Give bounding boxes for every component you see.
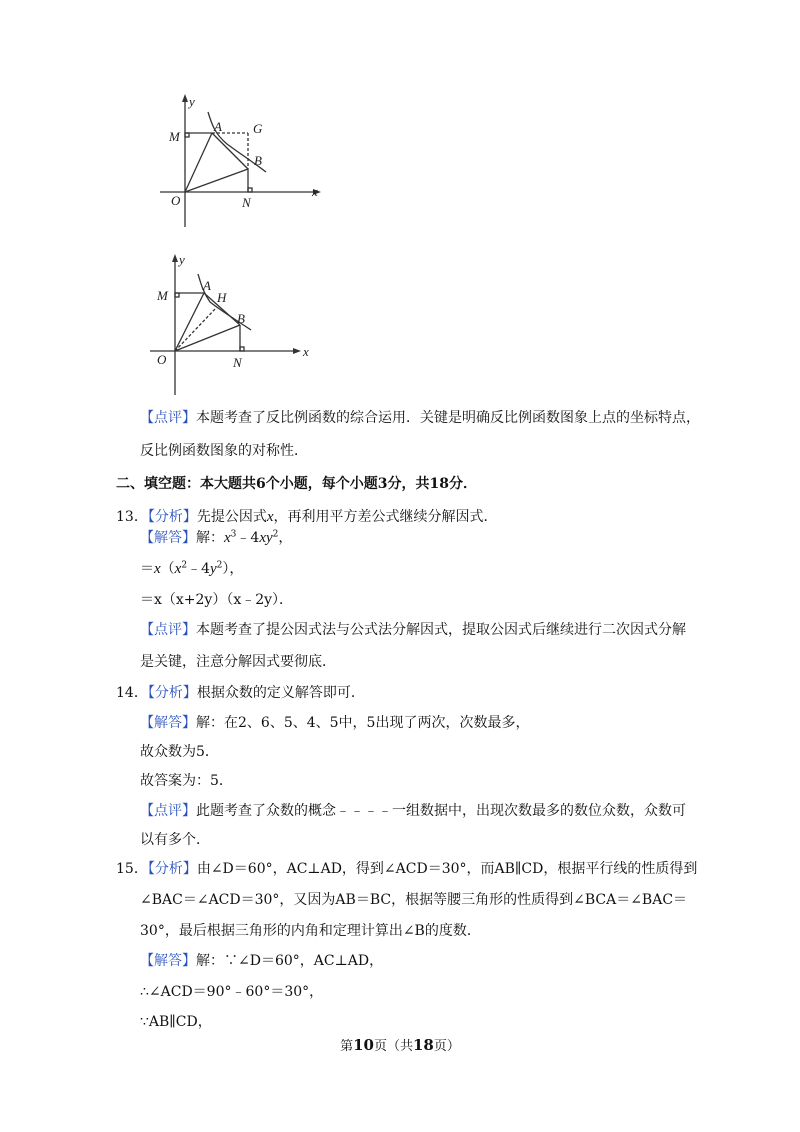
q14-comment-line-2: 以有多个．: [140, 832, 210, 848]
answer-tag: 【解答】: [140, 530, 196, 546]
comment-tag: 【点评】: [140, 622, 196, 638]
q13-analysis: 13．【分析】先提公因式x，再利用平方差公式继续分解因式．: [116, 509, 498, 525]
q13-comment-line-1: 【点评】本题考查了提公因式法与公式法分解因式，提取公因式后继续进行二次因式分解: [140, 622, 686, 638]
figure-1-diagram: [155, 92, 330, 232]
q13-answer-line-1: 【解答】解：$x^3﹣4xy^2$，: [140, 529, 293, 546]
q15-analysis-line-3: 30°，最后根据三角形的内角和定理计算出∠B的度数．: [140, 923, 481, 939]
current-page: 10: [353, 1036, 374, 1054]
label-x: x: [303, 344, 309, 359]
total-pages: 18: [413, 1036, 434, 1054]
figure-2-diagram: [145, 250, 320, 398]
q15-answer-line-3: ∵AB∥CD，: [140, 1014, 212, 1030]
label-G: G: [253, 121, 263, 136]
comment-tag: 【点评】: [140, 803, 196, 819]
label-O: O: [157, 352, 167, 367]
label-y: y: [189, 94, 195, 109]
q15-analysis-line-2: ∠BAC＝∠ACD＝30°，又因为AB＝BC，根据等腰三角形的性质得到∠BCA＝∠BAC＝: [140, 892, 688, 908]
q15-answer-line-1: 【解答】解：∵∠D＝60°，AC⊥AD，: [140, 953, 384, 969]
page-footer: 第10页（共18页）: [340, 1036, 460, 1054]
q15-answer-line-2: ∴∠ACD＝90°﹣60°＝30°，: [140, 984, 324, 1000]
section-2-heading: 二、填空题：本大题共6个小题，每个小题3分，共18分．: [116, 476, 477, 492]
q14-analysis: 14．【分析】根据众数的定义解答即可．: [116, 685, 365, 701]
label-N: N: [242, 195, 251, 210]
label-x: x: [312, 184, 318, 199]
comment-tag: 【点评】: [140, 410, 196, 426]
q14-answer-line-1: 【解答】解：在2、6、5、4、5中，5出现了两次，次数最多，: [140, 715, 530, 731]
label-M: M: [169, 129, 180, 144]
q13-answer-line-2: $=x(x^2﹣4y^2)$，: [140, 560, 244, 577]
answer-tag: 【解答】: [140, 715, 196, 731]
q14-comment-line-1: 【点评】此题考查了众数的概念﹣﹣﹣﹣一组数据中，出现次数最多的数位众数，众数可: [140, 803, 686, 819]
label-A: A: [203, 278, 211, 293]
q12-comment-line-1: 【点评】本题考查了反比例函数的综合运用．关键是明确反比例函数图象上点的坐标特点，: [140, 410, 700, 426]
label-N: N: [233, 355, 242, 370]
q12-comment-line-2: 反比例函数图象的对称性．: [140, 443, 308, 459]
label-H: H: [217, 290, 227, 305]
label-B: B: [237, 311, 245, 326]
label-B: B: [254, 153, 262, 168]
label-A: A: [214, 119, 222, 134]
analysis-tag: 【分析】: [147, 685, 197, 701]
q13-answer-line-3: ＝x（x+2y）（x﹣2y）．: [140, 592, 294, 608]
q13-comment-line-2: 是关键，注意分解因式要彻底．: [140, 654, 336, 670]
analysis-tag: 【分析】: [147, 861, 197, 877]
label-y: y: [179, 252, 185, 267]
q14-answer-line-3: 故答案为：5．: [140, 773, 233, 789]
q14-answer-line-2: 故众数为5．: [140, 744, 219, 760]
label-O: O: [171, 193, 181, 208]
analysis-tag: 【分析】: [147, 509, 197, 525]
q15-analysis-line-1: 15．【分析】由∠D＝60°，AC⊥AD，得到∠ACD＝30°，而AB∥CD，根据平行线的性质得到: [116, 861, 698, 877]
label-M: M: [157, 288, 168, 303]
answer-tag: 【解答】: [140, 953, 196, 969]
